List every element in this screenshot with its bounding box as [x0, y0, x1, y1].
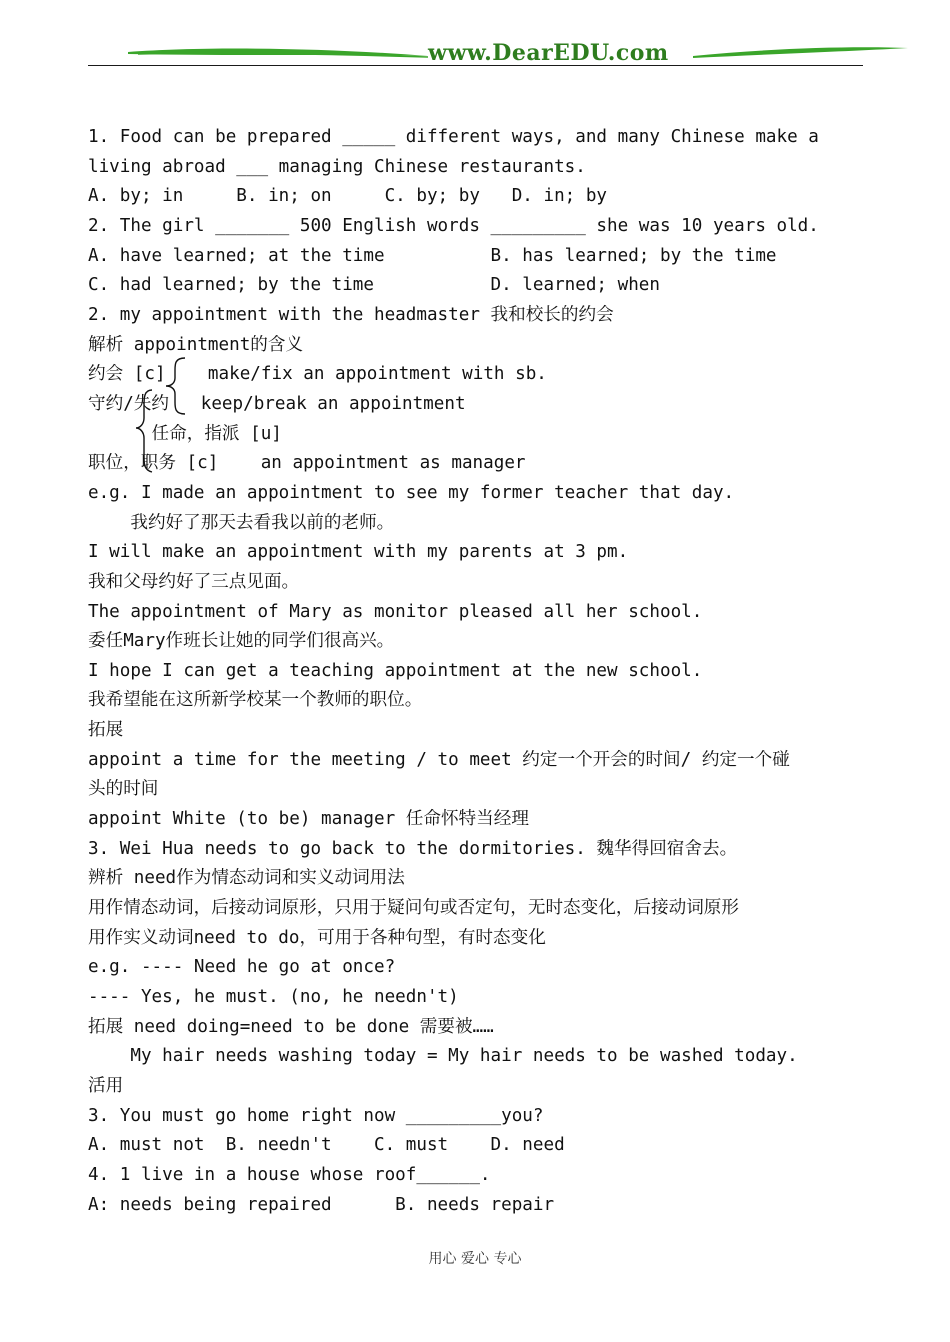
text-line: 守约/失约 keep/break an appointment: [88, 393, 466, 414]
text-line: appoint a time for the meeting / to meet 约定一个开会的时间/ 约定一个碰: [88, 749, 790, 770]
site-logo-text: www.DearEDU.com: [428, 40, 669, 66]
text-line: 2. my appointment with the headmaster 我和校长的约会: [88, 304, 614, 325]
text-line: 职位，职务 [c] an appointment as manager: [88, 453, 526, 474]
text-line: 约会 [c] make/fix an appointment with sb.: [88, 364, 547, 385]
text-line: ---- Yes, he must. (no, he needn't): [88, 987, 459, 1008]
text-line: 拓展 need doing=need to be done 需要被……: [88, 1016, 494, 1037]
text-line: appoint White (to be) manager 任命怀特当经理: [88, 809, 529, 830]
document-body: [88, 123, 878, 1220]
text-line: 3. You must go home right now _________you?: [88, 1105, 544, 1126]
brace-decoration: [130, 356, 190, 476]
text-line: 用作情态动词，后接动词原形，只用于疑问句或否定句，无时态变化，后接动词原形: [88, 898, 739, 919]
text-line: 我希望能在这所新学校某一个教师的职位。: [88, 690, 423, 711]
text-line: The appointment of Mary as monitor pleased all her school.: [88, 601, 703, 622]
left-swoosh-decoration: [128, 44, 428, 64]
text-line: 1. Food can be prepared _____ different ways, and many Chinese make a: [88, 127, 819, 147]
text-line: 4. 1 live in a house whose roof______.: [88, 1164, 491, 1185]
text-line: 辨析 need作为情态动词和实义动词用法: [88, 868, 405, 889]
text-line: A: needs being repaired B. needs repair: [88, 1194, 555, 1215]
text-line: 拓展: [88, 720, 124, 741]
text-line: 任命，指派 [u]: [88, 423, 282, 444]
text-line: 头的时间: [88, 779, 159, 800]
text-line: My hair needs washing today = My hair needs to be washed today.: [88, 1046, 798, 1067]
text-line: I hope I can get a teaching appointment at the new school.: [88, 660, 703, 681]
text-line: C. had learned; by the time D. learned; when: [88, 275, 660, 296]
right-swoosh-decoration: [693, 42, 908, 62]
text-line: 我和父母约好了三点见面。: [88, 571, 300, 592]
text-line: 2. The girl _______ 500 English words _________ she was 10 years old.: [88, 215, 819, 236]
text-line: 3. Wei Hua needs to go back to the dormitories. 魏华得回宿舍去。: [88, 838, 738, 859]
text-line: 用作实义动词need to do，可用于各种句型，有时态变化: [88, 927, 546, 948]
text-line: 解析 appointment的含义: [88, 334, 304, 355]
text-line: 我约好了那天去看我以前的老师。: [88, 512, 395, 533]
text-line: 活用: [88, 1076, 124, 1096]
header-rule: [88, 65, 863, 66]
text-line: e.g. ---- Need he go at once?: [88, 957, 396, 978]
text-line: A. by; in B. in; on C. by; by D. in; by: [88, 186, 608, 207]
page-header: [88, 38, 863, 68]
text-line: 委任Mary作班长让她的同学们很高兴。: [88, 631, 395, 652]
page-footer: 用心 爱心 专心: [428, 1251, 522, 1267]
text-line: e.g. I made an appointment to see my former teacher that day.: [88, 482, 735, 503]
text-line: A. must not B. needn't C. must D. need: [88, 1135, 565, 1156]
text-line: I will make an appointment with my parents at 3 pm.: [88, 542, 629, 563]
text-line: living abroad ___ managing Chinese restaurants.: [88, 156, 586, 177]
text-line: A. have learned; at the time B. has learned; by the time: [88, 245, 777, 266]
